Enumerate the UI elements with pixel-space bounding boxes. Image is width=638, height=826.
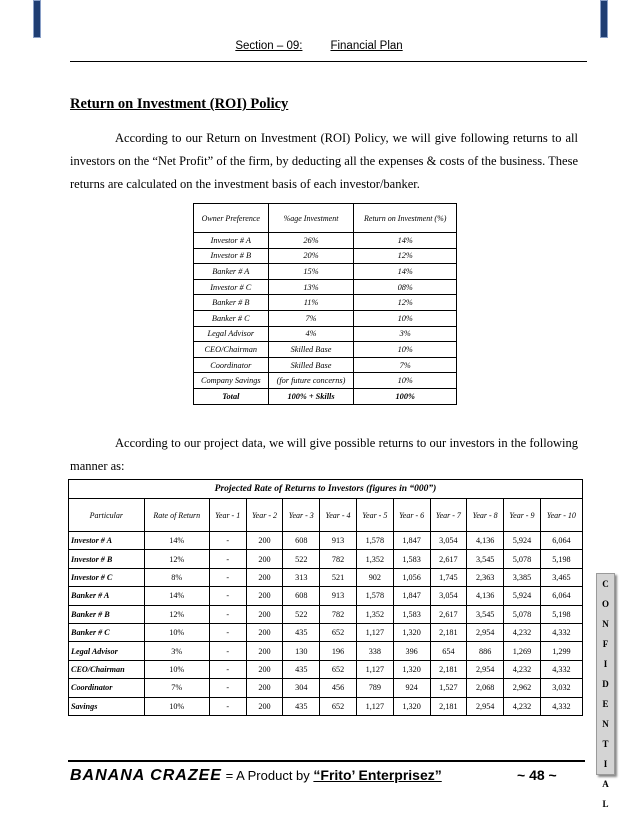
projection-col-header: Year - 7 [430,499,467,532]
roi-col-header: Return on Investment (%) [354,204,457,233]
projection-col-header: Year - 8 [467,499,504,532]
table-cell: 200 [246,568,283,586]
table-cell: - [209,679,246,697]
sidebar-letter: C [602,579,609,589]
total-row [194,388,457,404]
table-cell: 200 [246,550,283,568]
header-title: Financial Plan [330,40,403,52]
table-cell: - [209,587,246,605]
table-cell: 14% [354,264,457,280]
sidebar-letter: D [602,679,609,689]
table-row [194,233,457,249]
table-cell: 20% [268,248,354,264]
table-cell: 396 [393,642,430,660]
table-row [69,568,583,586]
table-cell: 15% [268,264,354,280]
table-cell: 902 [356,568,393,586]
table-cell: - [209,605,246,623]
table-cell: 8% [144,568,209,586]
table-cell: 12% [144,605,209,623]
table-cell: 10% [144,660,209,678]
table-cell: 7% [268,310,354,326]
table-cell: 1,847 [393,587,430,605]
table-row [69,532,583,550]
table-cell: 5,924 [504,587,541,605]
table-cell: 1,320 [393,623,430,641]
sidebar-letter: N [602,719,609,729]
projection-col-header: Year - 5 [356,499,393,532]
table-cell: Banker # C [194,310,269,326]
table-cell: 08% [354,279,457,295]
header-rule [70,61,587,62]
table-cell: 3,032 [540,679,582,697]
projection-col-header: Year - 9 [504,499,541,532]
table-cell: 2,363 [467,568,504,586]
table-cell: 608 [283,587,320,605]
table-cell: 1,745 [430,568,467,586]
total-cell: Total [194,388,269,404]
table-cell: 5,198 [540,605,582,623]
table-cell: 435 [283,623,320,641]
table-cell: 5,198 [540,550,582,568]
table-cell: 456 [320,679,357,697]
table-cell: 2,954 [467,660,504,678]
projection-col-header: Year - 6 [393,499,430,532]
row-label: Investor # C [69,568,145,586]
table-cell: 10% [354,310,457,326]
table-cell: Banker # B [194,295,269,311]
confidential-sidebar [596,573,615,809]
table-cell: Skilled Base [268,357,354,373]
table-row [69,550,583,568]
table-cell: 913 [320,532,357,550]
table-cell: 3% [354,326,457,342]
table-cell: 200 [246,679,283,697]
table-cell: 11% [268,295,354,311]
table-cell: 652 [320,623,357,641]
table-row [69,587,583,605]
table-cell: 200 [246,623,283,641]
table-cell: 12% [354,248,457,264]
row-label: Investor # B [69,550,145,568]
table-cell: Investor # C [194,279,269,295]
projection-col-header: Year - 2 [246,499,283,532]
table-cell: 3,465 [540,568,582,586]
table-cell: 1,056 [393,568,430,586]
table-cell: 4,136 [467,587,504,605]
table-cell: 435 [283,697,320,715]
table-cell: 5,078 [504,550,541,568]
table-cell: - [209,532,246,550]
table-row [194,373,457,389]
table-cell: 1,269 [504,642,541,660]
row-label: CEO/Chairman [69,660,145,678]
row-label: Banker # C [69,623,145,641]
table-cell: 789 [356,679,393,697]
intro-paragraph: According to our Return on Investment (ROI) Policy, we will give following returns to all investors on the “Net Profit” of the firm, by deducting all the expenses & costs of the business. These returns are calculated on the investment basis of each investor/banker. [70,131,578,191]
table-cell: 1,320 [393,697,430,715]
table-cell: 1,299 [540,642,582,660]
table-cell: 924 [393,679,430,697]
table-cell: 1,578 [356,532,393,550]
table-cell: 522 [283,605,320,623]
table-cell: Investor # A [194,233,269,249]
table-cell: 521 [320,568,357,586]
table-cell: 1,352 [356,550,393,568]
table-cell: 2,068 [467,679,504,697]
row-label: Savings [69,697,145,715]
table-row [69,697,583,715]
table-row [194,326,457,342]
total-cell: 100% [354,388,457,404]
table-cell: 10% [354,342,457,358]
sidebar-letter: A [602,779,609,789]
table-cell: 435 [283,660,320,678]
row-label: Banker # A [69,587,145,605]
footer-brand: BANANA CRAZEE [70,767,222,784]
section-heading: Return on Investment (ROI) Policy [70,96,289,112]
table-cell: Legal Advisor [194,326,269,342]
sidebar-letter: E [602,699,609,709]
projection-col-header: Particular [69,499,145,532]
page-corner-right [600,0,608,38]
table-cell: 4,232 [504,623,541,641]
table-cell: 913 [320,587,357,605]
table-cell: - [209,660,246,678]
total-cell: 100% + Skills [268,388,354,404]
table-row [69,605,583,623]
table-cell: 2,617 [430,550,467,568]
table-cell: - [209,550,246,568]
table-cell: Skilled Base [268,342,354,358]
table-cell: 14% [144,587,209,605]
row-label: Legal Advisor [69,642,145,660]
table-cell: 886 [467,642,504,660]
table-cell: 13% [268,279,354,295]
table-cell: 782 [320,550,357,568]
header-section: Section – 09: [235,40,303,52]
sidebar-letter: L [602,799,609,809]
footer-mid: = A Product by [221,768,314,783]
roi-table [193,203,457,405]
sidebar-letter: I [603,659,608,669]
table-cell: - [209,623,246,641]
roi-col-header: %age Investment [268,204,354,233]
table-cell: 3% [144,642,209,660]
table-cell: 3,545 [467,605,504,623]
table-cell: 200 [246,605,283,623]
table-cell: 1,583 [393,605,430,623]
row-label: Investor # A [69,532,145,550]
table-cell: 1,127 [356,623,393,641]
table-cell: 1,527 [430,679,467,697]
table-cell: 304 [283,679,320,697]
table-cell: 1,127 [356,660,393,678]
table-row [194,357,457,373]
table-cell: 3,054 [430,587,467,605]
table-cell: 3,545 [467,550,504,568]
table-cell: 200 [246,642,283,660]
table-cell: Company Savings [194,373,269,389]
table-cell: 14% [144,532,209,550]
projection-col-header: Year - 4 [320,499,357,532]
projection-col-header: Year - 10 [540,499,582,532]
table-cell: 608 [283,532,320,550]
table-cell: - [209,568,246,586]
table-row [194,264,457,280]
sidebar-letter: N [602,619,609,629]
table-cell: 6,064 [540,587,582,605]
table-cell: 2,954 [467,697,504,715]
table-cell: 4,232 [504,697,541,715]
table-cell: 4,332 [540,623,582,641]
projection-col-header: Rate of Return [144,499,209,532]
table-cell: 4,332 [540,697,582,715]
projection-col-header: Year - 3 [283,499,320,532]
table-cell: 196 [320,642,357,660]
table-cell: 4,136 [467,532,504,550]
table-cell: 200 [246,532,283,550]
table-cell: 2,181 [430,697,467,715]
projection-table-caption: Projected Rate of Returns to Investors (figures in “000”) [69,480,583,499]
page-footer [70,767,590,785]
table-cell: 200 [246,660,283,678]
table-cell: 2,617 [430,605,467,623]
table-cell: 26% [268,233,354,249]
table-cell: 10% [144,623,209,641]
table-row [69,660,583,678]
projection-paragraph: According to our project data, we will give possible returns to our investors in the following manner as: [70,436,578,473]
table-cell: 1,578 [356,587,393,605]
table-cell: 12% [354,295,457,311]
table-cell: 12% [144,550,209,568]
table-cell: 1,320 [393,660,430,678]
table-cell: 200 [246,697,283,715]
table-row [194,295,457,311]
table-cell: 14% [354,233,457,249]
table-cell: 313 [283,568,320,586]
table-row [69,623,583,641]
projection-table [68,479,583,716]
table-cell: 4% [268,326,354,342]
table-cell: 2,181 [430,623,467,641]
table-cell: 5,078 [504,605,541,623]
roi-col-header: Owner Preference [194,204,269,233]
table-cell: 782 [320,605,357,623]
footer-product: “Frito’ Enterprisez” [313,767,442,783]
table-cell: 1,352 [356,605,393,623]
table-row [194,279,457,295]
row-label: Banker # B [69,605,145,623]
table-row [194,248,457,264]
table-row [69,642,583,660]
table-cell: 522 [283,550,320,568]
table-cell: 1,127 [356,697,393,715]
table-row [69,679,583,697]
table-cell: 4,232 [504,660,541,678]
page-header [0,40,638,52]
page-corner-left [33,0,41,38]
projection-col-header: Year - 1 [209,499,246,532]
sidebar-letter: T [602,739,609,749]
table-cell: 652 [320,697,357,715]
table-cell: Investor # B [194,248,269,264]
table-cell: - [209,697,246,715]
table-cell: 3,054 [430,532,467,550]
page-number: ~ 48 ~ [517,767,557,783]
table-cell: 7% [354,357,457,373]
table-cell: (for future concerns) [268,373,354,389]
table-cell: 1,847 [393,532,430,550]
table-cell: 652 [320,660,357,678]
table-cell: 2,962 [504,679,541,697]
table-cell: 7% [144,679,209,697]
table-cell: 10% [354,373,457,389]
table-cell: CEO/Chairman [194,342,269,358]
table-cell: 5,924 [504,532,541,550]
table-cell: - [209,642,246,660]
table-cell: 654 [430,642,467,660]
table-row [194,310,457,326]
table-row [194,342,457,358]
table-cell: 6,064 [540,532,582,550]
table-cell: 130 [283,642,320,660]
table-cell: 4,332 [540,660,582,678]
sidebar-letter: I [603,759,608,769]
table-cell: 338 [356,642,393,660]
footer-rule [68,760,585,762]
table-cell: Banker # A [194,264,269,280]
sidebar-letter: F [602,639,609,649]
table-cell: Coordinator [194,357,269,373]
table-cell: 1,583 [393,550,430,568]
table-cell: 2,954 [467,623,504,641]
table-cell: 2,181 [430,660,467,678]
table-cell: 200 [246,587,283,605]
sidebar-letter: O [601,599,609,609]
table-cell: 10% [144,697,209,715]
table-cell: 3,385 [504,568,541,586]
row-label: Coordinator [69,679,145,697]
